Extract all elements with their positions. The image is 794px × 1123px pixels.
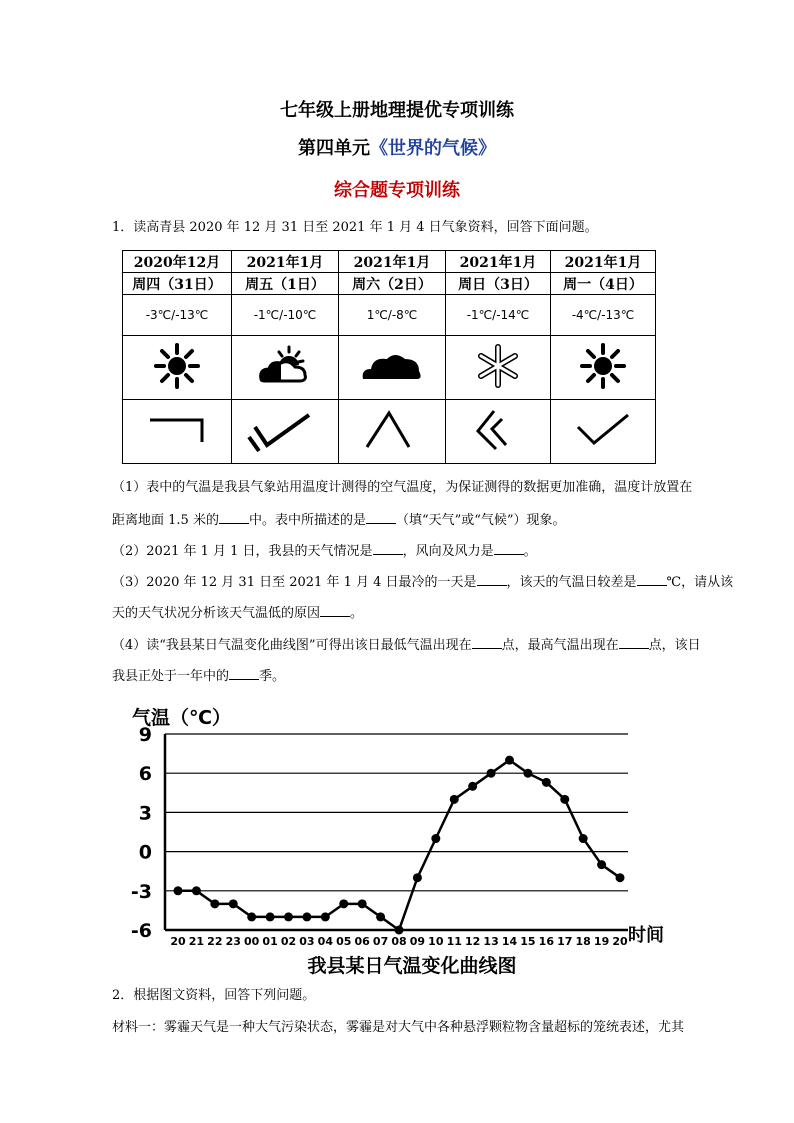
x-tick-label: 03	[299, 935, 315, 948]
text: 点，该日	[648, 638, 701, 653]
answer-blank[interactable]	[472, 636, 502, 649]
wind-cell	[551, 400, 656, 464]
data-point	[597, 860, 606, 869]
doc-title: 七年级上册地理提优专项训练	[280, 100, 514, 121]
q1-part3a	[112, 573, 733, 591]
text: ，该天的气温日较差是	[506, 575, 637, 590]
overcast-icon	[357, 341, 427, 391]
data-point	[431, 834, 440, 843]
snow-icon	[473, 341, 523, 391]
weather-cell	[232, 336, 339, 400]
text: （3）2020 年 12 月 31 日至 2021 年 1 月 4 日最冷的一天是	[112, 575, 477, 590]
wind-arrow-icon	[142, 410, 212, 450]
x-tick-label: 08	[391, 935, 407, 948]
y-tick-label: 6	[138, 763, 152, 786]
wind-arrow-icon	[468, 405, 528, 455]
unit-name: 《世界的气候》	[370, 138, 496, 159]
answer-blank[interactable]	[320, 604, 350, 617]
data-point	[487, 769, 496, 778]
answer-blank[interactable]	[477, 573, 507, 586]
x-tick-label: 20	[170, 935, 186, 948]
day-cell: 周日（3日）	[446, 273, 551, 295]
text: （2）2021 年 1 月 1 日，我县的天气情况是	[112, 544, 373, 559]
unit-prefix: 第四单元	[298, 138, 370, 159]
temperature-line	[178, 760, 620, 930]
q1-part3b	[112, 604, 363, 622]
x-tick-label: 22	[207, 935, 223, 948]
temperature-chart	[120, 700, 680, 982]
data-point	[395, 926, 404, 935]
x-tick-label: 17	[557, 935, 573, 948]
x-tick-label: 14	[501, 935, 518, 948]
answer-blank[interactable]	[219, 511, 249, 524]
date-cell: 2021年1月	[232, 251, 339, 273]
x-tick-label: 15	[520, 935, 536, 948]
data-point	[339, 899, 348, 908]
x-ticks	[170, 935, 628, 948]
weather-cell	[551, 336, 656, 400]
data-point	[174, 886, 183, 895]
day-cell: 周五（1日）	[232, 273, 339, 295]
x-tick-label: 12	[465, 935, 481, 948]
answer-blank[interactable]	[637, 573, 667, 586]
answer-blank[interactable]	[373, 542, 403, 555]
text: （4）读“我县某日气温变化曲线图”可得出该日最低气温出现在	[112, 638, 472, 653]
x-tick-label: 23	[225, 935, 241, 948]
q1-part1b	[112, 511, 566, 529]
x-tick-label: 19	[593, 935, 610, 948]
data-point	[192, 886, 201, 895]
answer-blank[interactable]	[229, 667, 259, 680]
data-point	[376, 912, 385, 921]
x-tick-label: 21	[188, 935, 205, 948]
x-tick-label: 01	[262, 935, 278, 948]
y-tick-label: -6	[130, 920, 152, 942]
wind-arrow-icon	[568, 405, 638, 455]
data-point	[542, 778, 551, 787]
wind-arrow-icon	[245, 405, 325, 455]
date-cell: 2021年1月	[339, 251, 446, 273]
weather-cell	[339, 336, 446, 400]
x-tick-label: 06	[354, 935, 370, 948]
x-tick-label: 00	[244, 935, 260, 948]
data-point	[358, 899, 367, 908]
answer-blank[interactable]	[366, 511, 396, 524]
text: 。	[523, 544, 537, 559]
y-tick-label: 0	[138, 841, 152, 864]
temp-cell: -4℃/-13℃	[551, 295, 656, 336]
x-tick-label: 18	[575, 935, 591, 948]
date-cell: 2020年12月	[123, 251, 232, 273]
wind-cell	[446, 400, 551, 464]
text: 天的天气状况分析该天气温低的原因	[112, 606, 321, 621]
text: （填“天气”或“气候”）现象。	[395, 513, 566, 528]
unit-title	[0, 134, 794, 160]
x-tick-label: 13	[483, 935, 499, 948]
x-tick-label: 07	[372, 935, 389, 948]
x-tick-label: 16	[538, 935, 554, 948]
weather-table	[122, 250, 656, 464]
text: 距离地面 1.5 米的	[112, 513, 219, 528]
q1-part1a: （1）表中的气温是我县气象站用温度计测得的空气温度，为保证测得的数据更加准确，温度计放置在	[112, 480, 693, 495]
x-tick-label: 09	[409, 935, 426, 948]
data-point	[321, 912, 330, 921]
q2-material: 材料一：雾霾天气是一种大气污染状态，雾霾是对大气中各种悬浮颗粒物含量超标的笼统表述，尤其	[112, 1020, 685, 1035]
q1-part4a	[112, 636, 701, 654]
x-axis-label: 时间	[628, 925, 664, 946]
data-point	[266, 912, 275, 921]
y-tick-label: -3	[130, 880, 152, 903]
x-tick-label: 11	[446, 935, 462, 948]
text: 。	[350, 606, 364, 621]
q1-intro: 1．读高青县 2020 年 12 月 31 日至 2021 年 1 月 4 日气象资料，回答下面问题。	[112, 220, 598, 235]
partly-cloudy-icon	[255, 341, 315, 391]
day-cell: 周一（4日）	[551, 273, 656, 295]
x-tick-label: 04	[317, 935, 333, 948]
section-title: 综合题专项训练	[334, 180, 460, 201]
data-point	[284, 912, 293, 921]
text: 我县正处于一年中的	[112, 669, 230, 684]
data-point	[468, 782, 477, 791]
wind-cell	[232, 400, 339, 464]
data-points	[174, 756, 625, 935]
q1-part2	[112, 542, 537, 560]
text: 中。表中所描述的是	[248, 513, 366, 528]
data-point	[450, 795, 459, 804]
sunny-icon	[578, 341, 628, 391]
y-tick-label: 9	[138, 724, 152, 746]
weather-cell	[446, 336, 551, 400]
data-point	[560, 795, 569, 804]
wind-arrow-icon	[357, 405, 427, 455]
temp-cell: -1℃/-14℃	[446, 295, 551, 336]
data-point	[247, 912, 256, 921]
x-tick-label: 20	[612, 935, 628, 948]
chart-title: 我县某日气温变化曲线图	[307, 955, 517, 977]
text: ，风向及风力是	[402, 544, 494, 559]
day-cell: 周四（31日）	[123, 273, 232, 295]
data-point	[505, 756, 514, 765]
x-tick-label: 10	[428, 935, 444, 948]
temp-cell: 1℃/-8℃	[339, 295, 446, 336]
wind-cell	[339, 400, 446, 464]
day-cell: 周六（2日）	[339, 273, 446, 295]
temp-cell: -1℃/-10℃	[232, 295, 339, 336]
y-axis-label: 气温（℃）	[132, 707, 232, 729]
date-cell: 2021年1月	[446, 251, 551, 273]
text: 点，最高气温出现在	[501, 638, 619, 653]
answer-blank[interactable]	[619, 636, 649, 649]
q2-intro: 2．根据图文资料，回答下列问题。	[112, 988, 316, 1003]
y-ticks	[131, 724, 152, 942]
q1-part4b	[112, 667, 285, 685]
x-tick-label: 02	[280, 935, 297, 948]
data-point	[413, 873, 422, 882]
y-tick-label: 3	[138, 802, 152, 825]
sunny-icon	[152, 341, 202, 391]
data-point	[616, 873, 625, 882]
weather-cell	[123, 336, 232, 400]
data-point	[302, 912, 311, 921]
date-cell: 2021年1月	[551, 251, 656, 273]
answer-blank[interactable]	[494, 542, 524, 555]
data-point	[210, 899, 219, 908]
text: ℃，请从该	[666, 575, 734, 590]
data-point	[579, 834, 588, 843]
text: 季。	[259, 669, 286, 684]
temp-cell: -3℃/-13℃	[123, 295, 232, 336]
wind-cell	[123, 400, 232, 464]
x-tick-label: 05	[336, 935, 352, 948]
data-point	[229, 899, 238, 908]
data-point	[523, 769, 532, 778]
